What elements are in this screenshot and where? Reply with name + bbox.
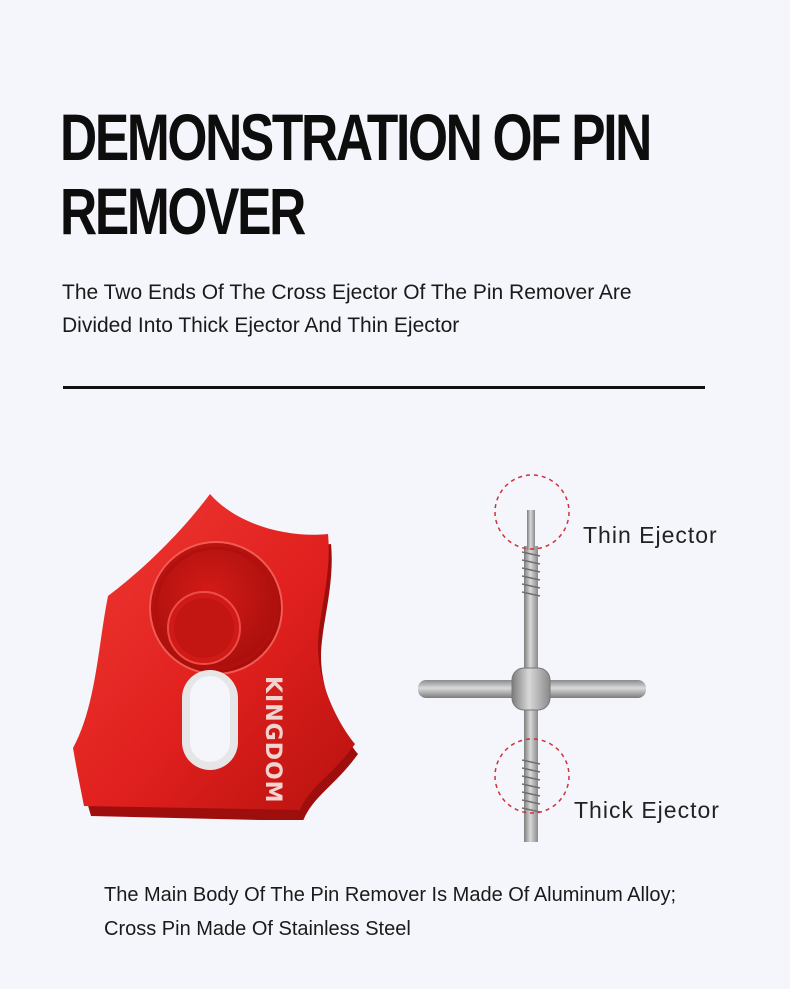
thin-ejector-label: Thin Ejector [583,522,718,548]
page-title [60,100,651,248]
footer-line-2: Cross Pin Made Of Stainless Steel [104,918,411,940]
subtitle-line-2: Divided Into Thick Ejector And Thin Ejector [62,314,460,337]
thick-ejector-label: Thick Ejector [574,797,720,823]
subtitle-line-1: The Two Ends Of The Cross Ejector Of The Pin Remover Are [62,281,632,304]
footer-line-1: The Main Body Of The Pin Remover Is Made Of Aluminum Alloy; [104,884,677,906]
remover-slot [190,676,230,762]
title-line-2: REMOVER [60,174,304,248]
thin-ejector-tip [527,510,535,550]
divider [63,386,705,389]
pin-remover-body-image [70,490,370,820]
subtitle [62,276,742,342]
center-hub [512,668,550,710]
brand-engraving: KINGDOM [260,676,285,804]
material-description [104,878,744,946]
thick-ejector-shaft [524,702,538,842]
title-line-1: DEMONSTRATION OF PIN [60,100,651,174]
